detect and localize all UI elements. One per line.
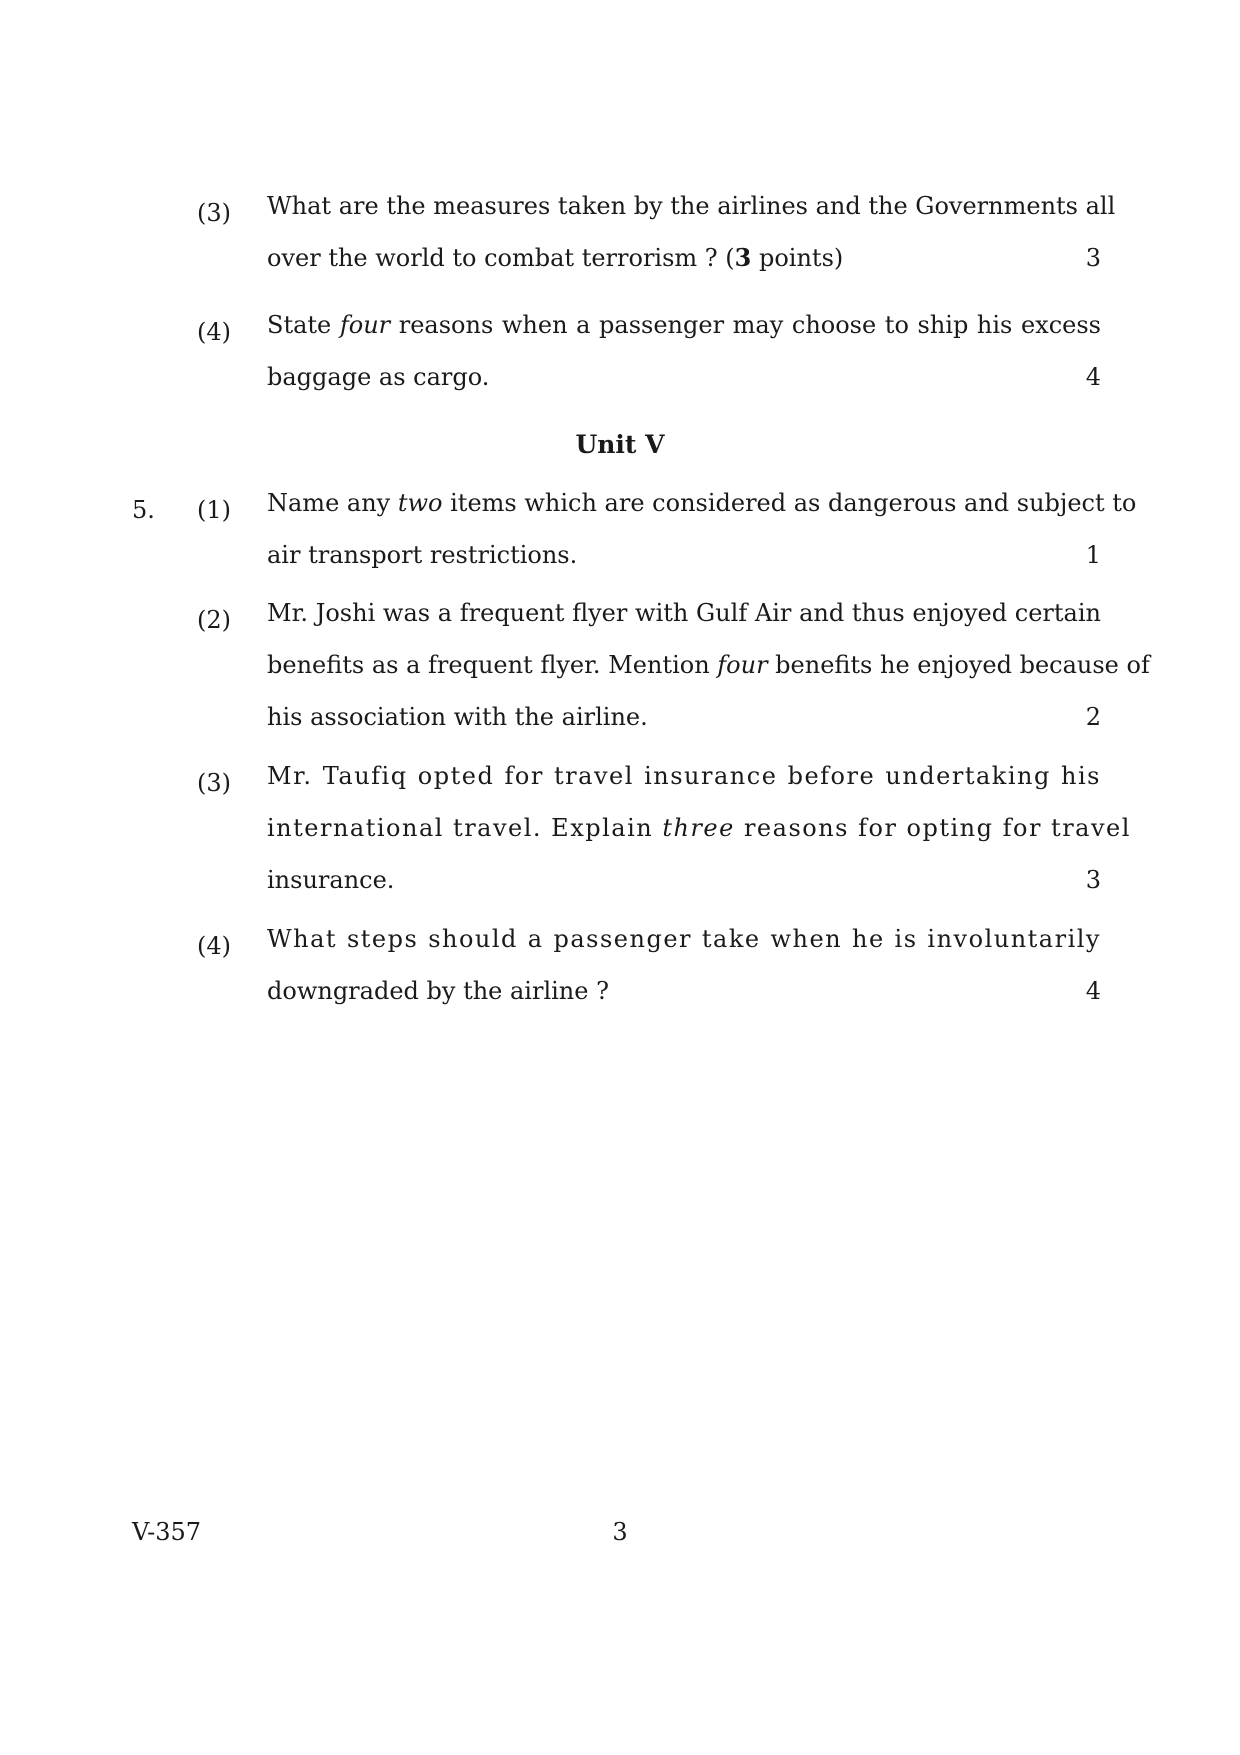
question-text [267, 913, 1101, 1017]
question-line: What are the measures taken by the airlines and the Governments all [267, 192, 1116, 220]
question-text-part: insurance. [267, 866, 395, 894]
question-number: (3) [197, 199, 231, 227]
page-number: 3 [612, 1518, 628, 1546]
marks: 3 [1085, 244, 1101, 272]
unit-heading: Unit V [575, 430, 665, 459]
question-line-last [267, 854, 1101, 906]
marks: 4 [1085, 977, 1101, 1005]
question-text-part: State [267, 311, 340, 339]
question-text-part: air transport restrictions. [267, 541, 578, 569]
question-text [267, 299, 1101, 403]
question-line [267, 299, 1101, 351]
question-line: Mr. Joshi was a frequent flyer with Gulf Air and thus enjoyed certain [267, 599, 1101, 627]
marks: 1 [1085, 541, 1101, 569]
question-line [267, 639, 1150, 691]
question-text [267, 477, 1137, 581]
question-text-part: his association with the airline. [267, 703, 648, 731]
question-number: (3) [197, 769, 231, 797]
question-text-part: benefits he enjoyed because of [767, 651, 1150, 679]
question-number: (4) [197, 932, 231, 960]
question-text-part: downgraded by the airline ? [267, 977, 609, 1005]
marks: 4 [1085, 363, 1101, 391]
question-line: What steps should a passenger take when he is involuntarily [267, 925, 1101, 953]
question-line [267, 802, 1131, 854]
question-text-part: Name any [267, 489, 398, 517]
question-text-part: items which are considered as dangerous and subject to [442, 489, 1137, 517]
marks: 2 [1085, 703, 1101, 731]
question-line-last [267, 691, 1101, 743]
paper-code: V-357 [132, 1518, 202, 1546]
question-line-last [267, 965, 1101, 1017]
question-line [267, 477, 1137, 529]
question-line-last [267, 351, 1101, 403]
emphasis: four [339, 311, 391, 339]
question-number: (2) [197, 606, 231, 634]
question-text-part: points) [751, 244, 844, 272]
question-text [267, 750, 1131, 906]
question-text-part: benefits as a frequent flyer. Mention [267, 651, 718, 679]
question-text [267, 180, 1116, 284]
question-line: Mr. Taufiq opted for travel insurance before undertaking his [267, 762, 1101, 790]
question-number: (1) [197, 496, 231, 524]
marks: 3 [1085, 866, 1101, 894]
emphasis: two [397, 489, 443, 517]
question-text-part: international travel. Explain [267, 814, 663, 842]
question-main-number: 5. [132, 496, 155, 524]
question-line-last [267, 232, 1101, 284]
question-text [267, 587, 1150, 743]
bold-number: 3 [734, 243, 752, 272]
question-text-part: over the world to combat terrorism ? ( [267, 244, 735, 272]
question-text-part: reasons when a passenger may choose to ship his excess [390, 311, 1101, 339]
emphasis: three [662, 814, 735, 842]
question-text-part: reasons for opting for travel [734, 814, 1131, 842]
question-number: (4) [197, 318, 231, 346]
emphasis: four [717, 651, 768, 679]
question-text-part: baggage as cargo. [267, 363, 490, 391]
question-line-last [267, 529, 1101, 581]
